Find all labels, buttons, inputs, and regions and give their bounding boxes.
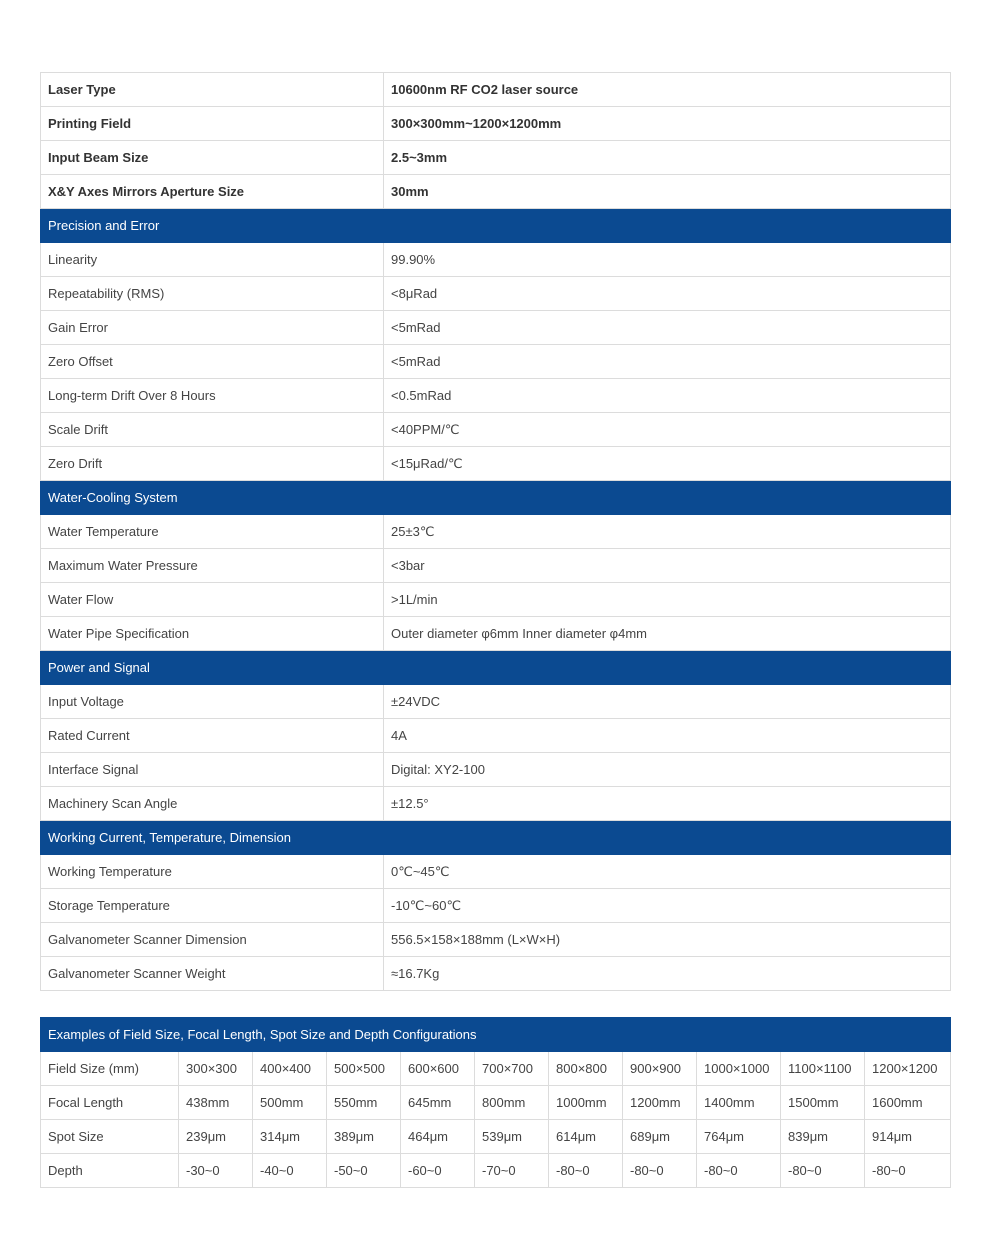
spec-value: 30mm [384, 175, 951, 209]
table-row [41, 617, 951, 651]
table-row [41, 379, 951, 413]
config-cell: 1000×1000 [697, 1052, 781, 1086]
specifications-table [40, 72, 951, 991]
spec-value: <0.5mRad [384, 379, 951, 413]
table-row [41, 1086, 951, 1120]
config-cell: -80~0 [697, 1154, 781, 1188]
spec-label: Galvanometer Scanner Weight [41, 957, 384, 991]
spec-value: <40PPM/℃ [384, 413, 951, 447]
config-cell: 1000mm [549, 1086, 623, 1120]
table-row [41, 889, 951, 923]
config-cell: 239μm [179, 1120, 253, 1154]
spec-label: Maximum Water Pressure [41, 549, 384, 583]
spec-value: <3bar [384, 549, 951, 583]
section-header-precision: Precision and Error [41, 209, 951, 243]
spec-value: <5mRad [384, 311, 951, 345]
table-row [41, 1120, 951, 1154]
spec-label: Linearity [41, 243, 384, 277]
config-cell: 300×300 [179, 1052, 253, 1086]
table-row [41, 243, 951, 277]
spec-value: <15μRad/℃ [384, 447, 951, 481]
table-row [41, 855, 951, 889]
spec-value: >1L/min [384, 583, 951, 617]
config-cell: 800mm [475, 1086, 549, 1120]
config-cell: 614μm [549, 1120, 623, 1154]
config-cell: 764μm [697, 1120, 781, 1154]
config-cell: 1400mm [697, 1086, 781, 1120]
config-cell: 1100×1100 [781, 1052, 865, 1086]
config-cell: -50~0 [327, 1154, 401, 1188]
config-cell: 1600mm [865, 1086, 951, 1120]
configuration-examples-table [40, 1017, 951, 1188]
table-row [41, 549, 951, 583]
section-header-working-conditions: Working Current, Temperature, Dimension [41, 821, 951, 855]
spec-value: 556.5×158×188mm (L×W×H) [384, 923, 951, 957]
table-row [41, 685, 951, 719]
config-cell: -30~0 [179, 1154, 253, 1188]
config-cell: 689μm [623, 1120, 697, 1154]
table-row [41, 447, 951, 481]
spec-value: <8μRad [384, 277, 951, 311]
table-row [41, 787, 951, 821]
spec-value: ±12.5° [384, 787, 951, 821]
spec-label: Interface Signal [41, 753, 384, 787]
table-row [41, 957, 951, 991]
config-cell: -80~0 [865, 1154, 951, 1188]
table-row [41, 345, 951, 379]
table-row [41, 277, 951, 311]
config-cell: 400×400 [253, 1052, 327, 1086]
config-cell: 914μm [865, 1120, 951, 1154]
spec-label: Water Pipe Specification [41, 617, 384, 651]
spec-label: Rated Current [41, 719, 384, 753]
table-row [41, 1052, 951, 1086]
section-header-row [41, 209, 951, 243]
spec-value: 99.90% [384, 243, 951, 277]
config-row-label: Focal Length [41, 1086, 179, 1120]
spec-label: X&Y Axes Mirrors Aperture Size [41, 175, 384, 209]
section-header-power-signal: Power and Signal [41, 651, 951, 685]
table-row [41, 719, 951, 753]
section-header-row [41, 1018, 951, 1052]
config-cell: 600×600 [401, 1052, 475, 1086]
section-header-row [41, 651, 951, 685]
spec-value: 4A [384, 719, 951, 753]
spec-label: Storage Temperature [41, 889, 384, 923]
spec-value: Outer diameter φ6mm Inner diameter φ4mm [384, 617, 951, 651]
spec-label: Repeatability (RMS) [41, 277, 384, 311]
config-row-label: Depth [41, 1154, 179, 1188]
table-row [41, 753, 951, 787]
spec-value: 300×300mm~1200×1200mm [384, 107, 951, 141]
section-header-row [41, 821, 951, 855]
spec-label: Gain Error [41, 311, 384, 345]
spec-value: -10℃~60℃ [384, 889, 951, 923]
spec-label: Laser Type [41, 73, 384, 107]
config-cell: 1200×1200 [865, 1052, 951, 1086]
spec-value: 0℃~45℃ [384, 855, 951, 889]
config-cell: -80~0 [623, 1154, 697, 1188]
spec-label: Water Flow [41, 583, 384, 617]
table-row [41, 515, 951, 549]
config-cell: 1500mm [781, 1086, 865, 1120]
config-cell: 839μm [781, 1120, 865, 1154]
config-cell: 1200mm [623, 1086, 697, 1120]
config-cell: -40~0 [253, 1154, 327, 1188]
config-cell: -60~0 [401, 1154, 475, 1188]
config-cell: 500mm [253, 1086, 327, 1120]
spec-label: Printing Field [41, 107, 384, 141]
config-cell: 464μm [401, 1120, 475, 1154]
spec-label: Scale Drift [41, 413, 384, 447]
spec-label: Long-term Drift Over 8 Hours [41, 379, 384, 413]
table-row [41, 923, 951, 957]
spec-label: Input Beam Size [41, 141, 384, 175]
spec-value: <5mRad [384, 345, 951, 379]
config-cell: 500×500 [327, 1052, 401, 1086]
config-table-body [41, 1052, 951, 1188]
config-cell: 539μm [475, 1120, 549, 1154]
spec-label: Zero Drift [41, 447, 384, 481]
table-row [41, 311, 951, 345]
spec-label: Galvanometer Scanner Dimension [41, 923, 384, 957]
spec-label: Input Voltage [41, 685, 384, 719]
spec-label: Machinery Scan Angle [41, 787, 384, 821]
section-header-row [41, 481, 951, 515]
config-cell: 700×700 [475, 1052, 549, 1086]
spec-value: 25±3℃ [384, 515, 951, 549]
table-row [41, 73, 951, 107]
config-row-label: Spot Size [41, 1120, 179, 1154]
spec-label: Working Temperature [41, 855, 384, 889]
config-cell: 900×900 [623, 1052, 697, 1086]
spec-value: 2.5~3mm [384, 141, 951, 175]
config-cell: 800×800 [549, 1052, 623, 1086]
spec-value: ±24VDC [384, 685, 951, 719]
config-cell: -80~0 [549, 1154, 623, 1188]
spec-value: Digital: XY2-100 [384, 753, 951, 787]
spec-value: 10600nm RF CO2 laser source [384, 73, 951, 107]
table-row [41, 583, 951, 617]
config-cell: 389μm [327, 1120, 401, 1154]
config-cell: -80~0 [781, 1154, 865, 1188]
table-row [41, 175, 951, 209]
table-row [41, 107, 951, 141]
config-cell: 314μm [253, 1120, 327, 1154]
config-cell: 645mm [401, 1086, 475, 1120]
section-header-water-cooling: Water-Cooling System [41, 481, 951, 515]
config-cell: -70~0 [475, 1154, 549, 1188]
config-cell: 550mm [327, 1086, 401, 1120]
spec-value: ≈16.7Kg [384, 957, 951, 991]
table-row [41, 413, 951, 447]
spec-label: Water Temperature [41, 515, 384, 549]
table-row [41, 141, 951, 175]
config-row-label: Field Size (mm) [41, 1052, 179, 1086]
config-table-title: Examples of Field Size, Focal Length, Spot Size and Depth Configurations [41, 1018, 951, 1052]
table-row [41, 1154, 951, 1188]
spec-label: Zero Offset [41, 345, 384, 379]
config-cell: 438mm [179, 1086, 253, 1120]
